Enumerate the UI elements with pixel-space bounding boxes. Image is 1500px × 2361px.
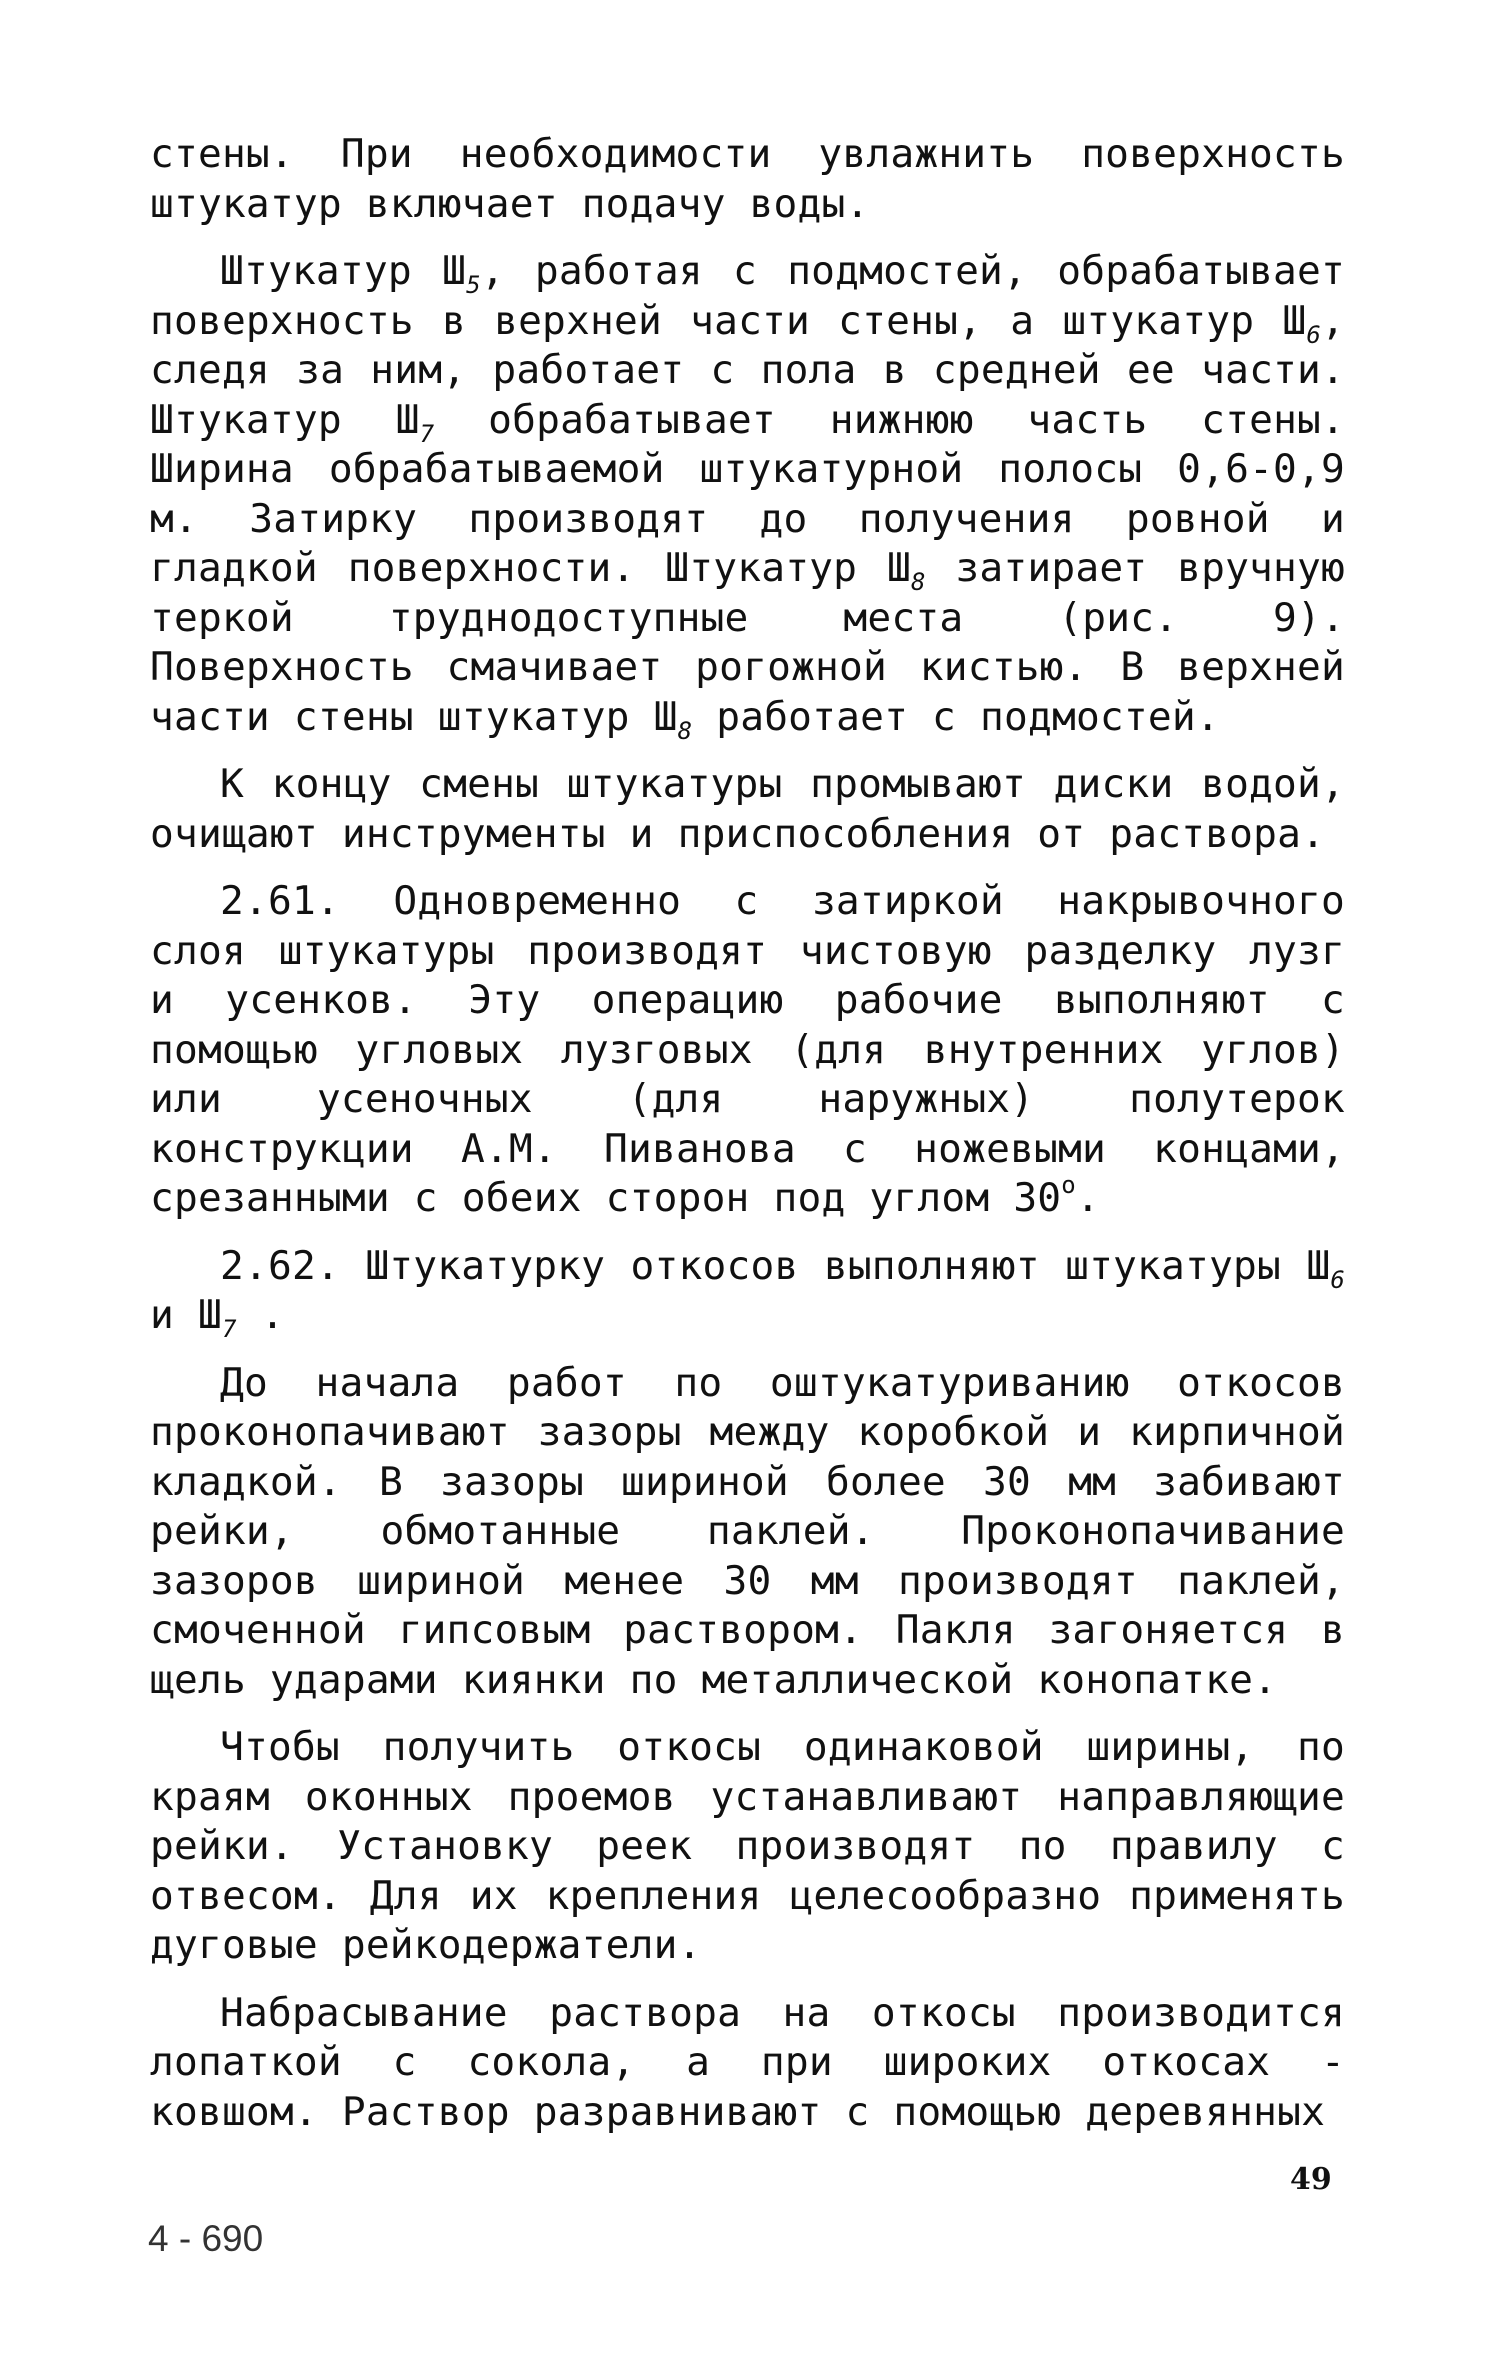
text-run: . bbox=[236, 1292, 285, 1338]
subscript-number: 7 bbox=[221, 1315, 237, 1343]
paragraph-8: Набрасывание раствора на откосы производится лопаткой с сокола, а при широких откосах - ковшом. Раствор разравнивают с помощью деревянных bbox=[150, 1989, 1345, 2135]
text-run: и Ш bbox=[150, 1292, 222, 1338]
subscript-number: 8 bbox=[677, 716, 693, 745]
text-run: , работая с подмостей, обрабатывает поверхность в верхней части стены, а штукатур Ш bbox=[150, 248, 1346, 344]
paragraph-6: До начала работ по оштукатуриванию откосов проконопачивают зазоры между коробкой и кирпичной кладкой. В зазоры шириной более 30 мм забивают рейки, обмотанные паклей. Проконопачивание зазоров шириной менее 30 мм производят паклей, смоченной гипсовым раствором. Пакля загоняется в щель ударами киянки по металлической конопатке. bbox=[150, 1359, 1345, 1703]
page-body bbox=[150, 130, 1345, 2155]
text-run: , следя за ним, работает с пола в средней ее части. Штукатур Ш bbox=[150, 297, 1345, 443]
text-run: работает с подмостей. bbox=[692, 693, 1220, 740]
text-run: обрабатывает нижнюю часть стены. Ширина обрабатываемой штукатурной полосы 0,6-0,9 м. Затирку производят до получения ровной и гладкой поверхности. Штукатур Ш bbox=[150, 396, 1346, 591]
paragraph-2-62 bbox=[150, 1242, 1345, 1341]
subscript-number: 6 bbox=[1306, 320, 1322, 349]
paragraph-2-61 bbox=[150, 877, 1345, 1224]
text-run: Штукатур Ш bbox=[220, 248, 467, 294]
paragraph-3: К концу смены штукатуры промывают диски водой, очищают инструменты и приспособления от раствора. bbox=[150, 761, 1345, 857]
paragraph-1: стены. При необходимости увлажнить поверхность штукатур включает подачу воды. bbox=[150, 131, 1345, 227]
subscript-number: 8 bbox=[910, 568, 926, 596]
degree-superscript: о bbox=[1061, 1171, 1076, 1199]
page-number: 49 bbox=[1290, 2162, 1332, 2197]
sheet-code: 4 - 690 bbox=[148, 2218, 264, 2259]
paragraph-7: Чтобы получить откосы одинаковой ширины, по краям оконных проемов устанавливают направляющие рейки. Установку реек производят по правилу с отвесом. Для их крепления целесообразно применять дуговые рейкодержатели. bbox=[150, 1724, 1345, 1968]
text-run: 2.62. Штукатурку откосов выполняют штукатуры Ш bbox=[220, 1242, 1331, 1289]
text-run: . bbox=[1075, 1175, 1100, 1221]
text-run: 2.61. Одновременно с затиркой накрывочного слоя штукатуры производят чистовую разделку лузг и усенков. Эту операцию рабочие выполняют с помощью угловых лузговых (для внутренних углов) или усеночных (для наружных) полутерок конструкции А.М. Пиванова с ножевыми концами, срезанными с обеих сторон под углом 30 bbox=[150, 878, 1345, 1221]
subscript-number: 5 bbox=[466, 271, 481, 299]
text-run: затирает вручную теркой труднодоступные места (рис. 9). Поверхность смачивает рогожной кистью. В верхней части стены штукатур Ш bbox=[150, 545, 1345, 740]
subscript-number: 7 bbox=[419, 419, 435, 448]
paragraph-2 bbox=[150, 247, 1346, 745]
subscript-number: 6 bbox=[1330, 1265, 1345, 1294]
